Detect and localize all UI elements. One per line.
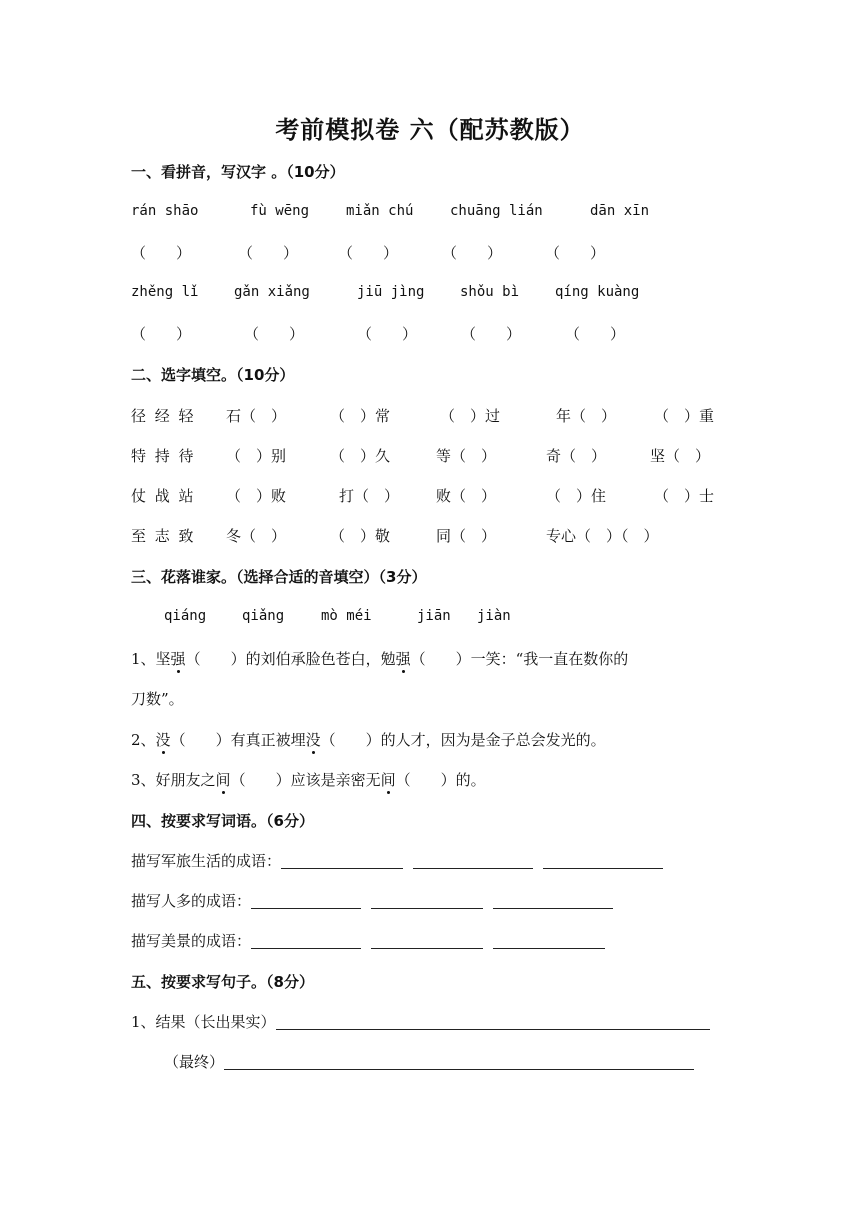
pinyin-option: qiǎng <box>242 608 285 624</box>
answer-blank[interactable]: （ ） <box>545 244 606 262</box>
fill-item[interactable]: （ ）久 <box>330 447 391 465</box>
answer-line[interactable] <box>276 1013 710 1030</box>
answer-blank[interactable]: （ ） <box>357 325 418 343</box>
idiom-prompt: 描写人多的成语： <box>131 892 252 910</box>
answer-blank[interactable]: （ ） <box>442 244 503 262</box>
sentence-prompt: （最终） <box>164 1053 225 1071</box>
section-2-heading: 二、选字填空。（10分） <box>131 366 295 384</box>
answer-line[interactable] <box>493 892 613 909</box>
text-fragment[interactable]: （ ）有真正被埋 <box>170 731 306 749</box>
answer-blank[interactable]: （ ） <box>565 325 626 343</box>
char-options: 至 志 致 <box>131 527 196 545</box>
section-1-heading: 一、看拼音，写汉字 。（10分） <box>131 163 345 181</box>
text-fragment[interactable]: （ ）的刘伯承脸色苍白，勉 <box>185 650 396 668</box>
pinyin-item: fù wēng <box>250 203 310 219</box>
answer-line[interactable] <box>493 932 605 949</box>
idiom-row-military <box>131 850 663 871</box>
idiom-prompt: 描写军旅生活的成语： <box>131 852 282 870</box>
fill-item[interactable]: （ ）重 <box>654 407 715 425</box>
answer-line[interactable] <box>281 852 403 869</box>
pinyin-item: shǒu bì <box>460 284 520 300</box>
text-fragment[interactable]: （ ）的。 <box>395 771 486 789</box>
fill-item[interactable]: 败（ ） <box>436 487 497 505</box>
pinyin-item: zhěng lǐ <box>131 284 199 300</box>
fill-item[interactable]: （ ）别 <box>226 447 287 465</box>
fill-item[interactable]: （ ）士 <box>654 487 715 505</box>
pinyin-item: miǎn chú <box>346 203 414 219</box>
idiom-row-crowd <box>131 890 613 911</box>
answer-blank[interactable]: （ ） <box>131 325 192 343</box>
fill-item[interactable]: 年（ ） <box>556 407 617 425</box>
question-3-1-continued: 刀数”。 <box>131 690 184 708</box>
answer-line[interactable] <box>543 852 663 869</box>
char-options: 仗 战 站 <box>131 487 196 505</box>
pinyin-item: chuāng lián <box>450 203 543 219</box>
dotted-char: 间 <box>215 771 231 789</box>
page-title: 考前模拟卷 六（配苏教版） <box>275 116 585 144</box>
question-3-3 <box>131 769 486 790</box>
dotted-char: 间 <box>380 771 396 789</box>
char-options: 特 持 待 <box>131 447 196 465</box>
pinyin-item: gǎn xiǎng <box>234 284 310 300</box>
sentence-question-1 <box>131 1011 710 1032</box>
fill-item[interactable]: （ ）败 <box>226 487 287 505</box>
idiom-row-scenery <box>131 930 605 951</box>
text-fragment: 3、好朋友之 <box>131 771 216 789</box>
pinyin-option: mò méi <box>321 608 372 624</box>
answer-line[interactable] <box>413 852 533 869</box>
text-fragment[interactable]: （ ）一笑：“我一直在数你的 <box>410 650 629 668</box>
fill-item[interactable]: （ ）住 <box>546 487 607 505</box>
fill-item[interactable]: 打（ ） <box>339 487 400 505</box>
sentence-prompt: 1、结果（长出果实） <box>131 1013 276 1031</box>
answer-blank[interactable]: （ ） <box>244 325 305 343</box>
pinyin-item: dān xīn <box>590 203 650 219</box>
answer-line[interactable] <box>224 1053 694 1070</box>
pinyin-option: qiáng <box>164 608 207 624</box>
answer-blank[interactable]: （ ） <box>238 244 299 262</box>
pinyin-item: jiū jìng <box>357 284 425 300</box>
fill-item[interactable]: 奇（ ） <box>546 447 607 465</box>
dotted-char: 没 <box>305 731 321 749</box>
fill-item[interactable]: 专心（ ）（ ） <box>546 527 659 545</box>
fill-item[interactable]: （ ）常 <box>330 407 391 425</box>
answer-blank[interactable]: （ ） <box>461 325 522 343</box>
sentence-question-1b <box>164 1051 694 1072</box>
pinyin-option: jiàn <box>477 608 511 624</box>
dotted-char: 没 <box>155 731 171 749</box>
answer-line[interactable] <box>371 892 483 909</box>
text-fragment[interactable]: （ ）应该是亲密无 <box>230 771 381 789</box>
fill-item[interactable]: 冬（ ） <box>226 527 287 545</box>
answer-blank[interactable]: （ ） <box>338 244 399 262</box>
dotted-char: 强 <box>170 650 186 668</box>
section-5-heading: 五、按要求写句子。（8分） <box>131 973 314 991</box>
fill-item[interactable]: （ ）敬 <box>330 527 391 545</box>
answer-line[interactable] <box>251 892 361 909</box>
fill-item[interactable]: 同（ ） <box>436 527 497 545</box>
fill-item[interactable]: 等（ ） <box>436 447 497 465</box>
answer-blank[interactable]: （ ） <box>131 244 192 262</box>
question-3-2 <box>131 729 606 750</box>
fill-item[interactable]: 坚（ ） <box>650 447 711 465</box>
char-options: 径 经 轻 <box>131 407 196 425</box>
pinyin-item: qíng kuàng <box>555 284 640 300</box>
section-3-heading: 三、花落谁家。（选择合适的音填空）（3分） <box>131 568 427 586</box>
text-fragment[interactable]: （ ）的人才，因为是金子总会发光的。 <box>320 731 606 749</box>
fill-item[interactable]: 石（ ） <box>226 407 287 425</box>
question-3-1 <box>131 648 628 669</box>
section-4-heading: 四、按要求写词语。（6分） <box>131 812 314 830</box>
dotted-char: 强 <box>395 650 411 668</box>
idiom-prompt: 描写美景的成语： <box>131 932 252 950</box>
fill-item[interactable]: （ ）过 <box>440 407 501 425</box>
answer-line[interactable] <box>251 932 361 949</box>
answer-line[interactable] <box>371 932 483 949</box>
pinyin-option: jiān <box>417 608 451 624</box>
pinyin-item: rán shāo <box>131 203 199 219</box>
text-fragment: 1、坚 <box>131 650 171 668</box>
text-fragment: 2、 <box>131 731 156 749</box>
